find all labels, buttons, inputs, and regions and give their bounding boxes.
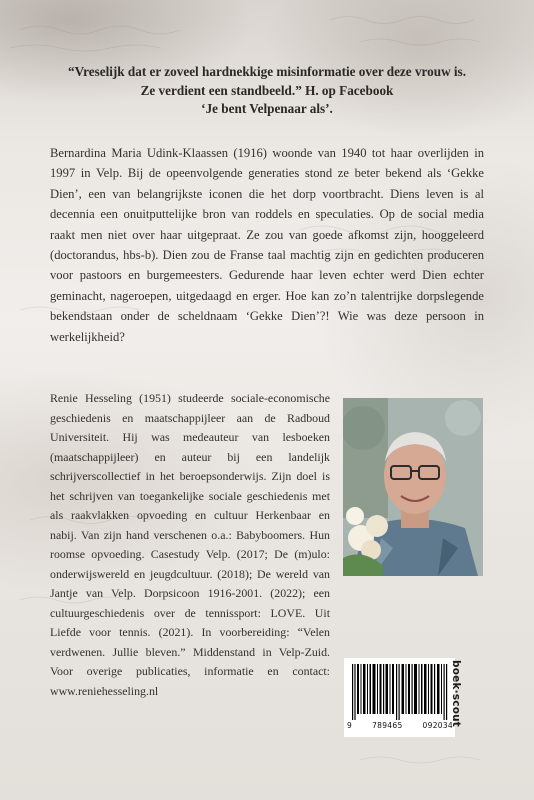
quote-line-3: ‘Je bent Velpenaar als’. [201,101,333,116]
author-photo [343,398,483,576]
quote-line-2: Ze verdient een standbeeld.” H. op Facebook [140,82,394,98]
quote-line-1: “Vreselijk dat er zoveel hardnekkige misinformatie over deze vrouw is. [67,64,466,79]
quote-block [40,63,494,119]
isbn-digit-group-1: 789465 [372,721,403,730]
barcode-bars-graphic [352,664,448,720]
author-bio: Renie Hesseling (1951) studeerde sociale-economische geschiedenis en maatschappijleer aan de Radboud Universiteit. Hij was medeauteur van lesboeken (maatschappijleer) en auteur bij een landelijk schrijverscollectief in het beroepsonderwijs. Zijn doel is het schrijven van toegankelijke sociale geschiedenis met als raakvlakken opvoeding en cultuur Herkenbaar en nabij. Van zijn hand verschenen o.a.: Babyboomers. Hun roomse opvoeding. Casestudy Velp. (2017; De (m)ulo: onderwijswereld en jeugdcultuur. (2018); De wereld van Jantje van Velp. Dorpsicoon 1916-2001. (2022); een cultuurgeschiedenis over de tennissport: LOVE. Uit Liefde voor tennis. (2021). In voorbereiding: “Velen verdwenen. Jullie bleven.” Middenstand in Velp-Zuid. Voor overige publicaties, informatie en contact: www.reniehesseling.nl [50,391,330,698]
isbn-number [347,721,453,730]
author-portrait-illustration [343,398,483,576]
book-description: Bernardina Maria Udink-Klaassen (1916) woonde van 1940 tot haar overlijden in 1997 in Velp. Bij de opeenvolgende generaties stond ze beter bekend als ‘Gekke Dien’, een van belangrijkste iconen die het dorp voortbracht. Diens leven is al decennia een onuitputtelijke bron van roddels en speculaties. Op de social media raakt men niet over haar uitgepraat. Ze zou van goede afkomst zijn, hooggeleerd (doctorandus, hbs-b). Dien zou de Franse taal machtig zijn en gedichten produceren voor pastoors en burgemeesters. Gedurende haar leven echter werd Dien echter geminacht, nageroepen, uitgedaagd en erger. Hoe kan zo’n talentrijke dorpslegende bekendstaan onder de scheldnaam ‘Gekke Dien’?! Wie was deze persoon in werkelijkheid? [50,146,484,344]
publisher-logo: boek·scout [450,660,462,728]
isbn-digit-group-2: 092034 [422,721,453,730]
isbn-barcode [344,658,455,737]
isbn-digit-prefix: 9 [347,721,353,730]
